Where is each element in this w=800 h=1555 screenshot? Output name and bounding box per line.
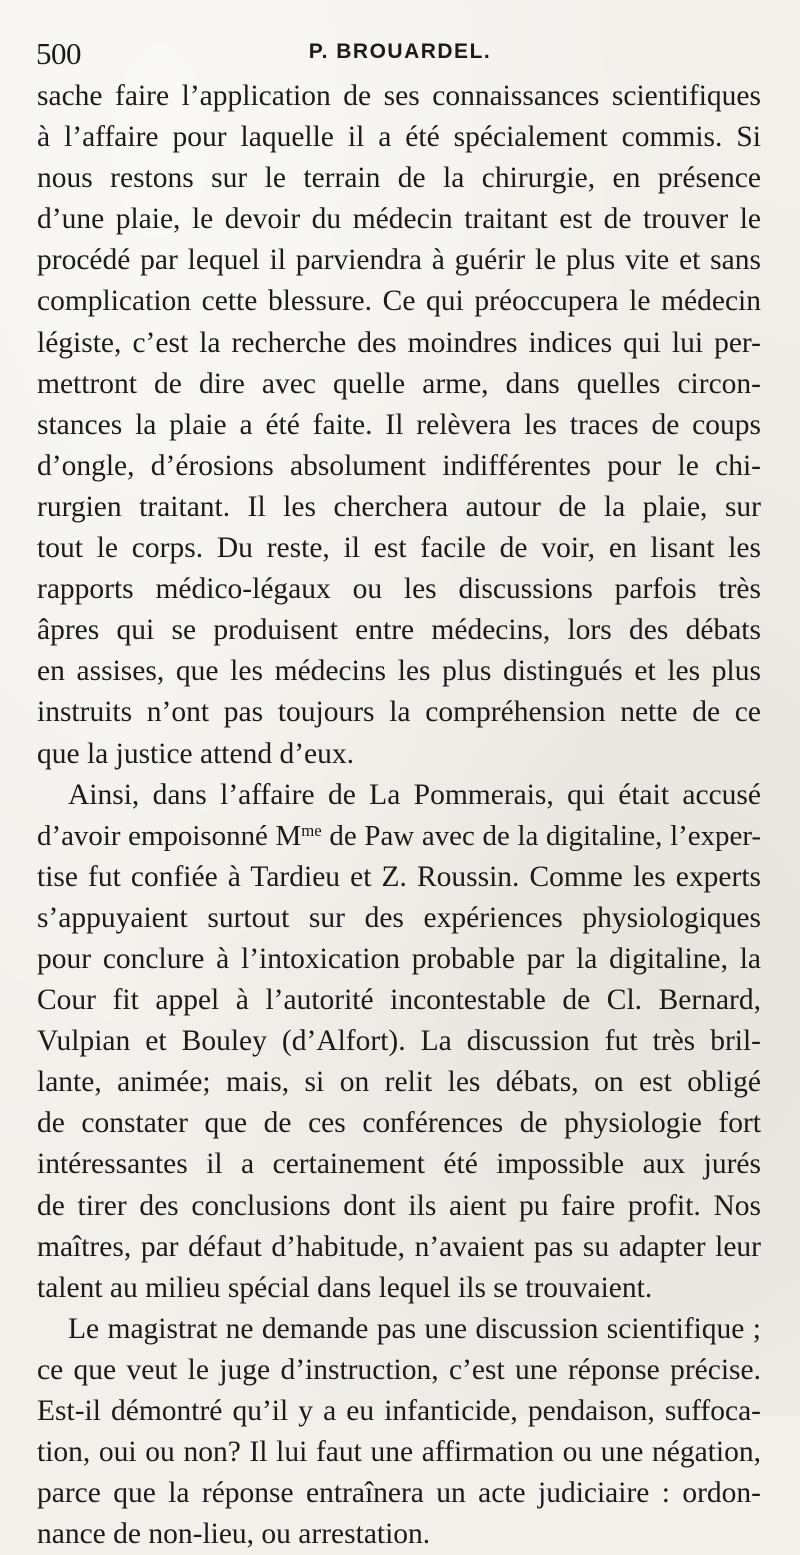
superscript-abbreviation: me [301,820,322,840]
text-line: d’ongle, d’érosions absolument indifférentes pour le chi- [37,449,761,482]
paragraph-end-line: nance de non-lieu, ou arrestation. [37,1518,431,1551]
text-line: tout le corps. Du reste, il est facile de voir, en lisant les [37,532,761,565]
text-line: rapports médico-légaux ou les discussions parfois très [37,573,761,606]
text-line: tise fut confiée à Tardieu et Z. Roussin. Comme les experts [37,860,761,893]
text-line: complication cette blessure. Ce qui préoccupera le médecin [37,285,761,318]
text-segment: d’avoir empoisonné M [37,819,302,852]
text-line: stances la plaie a été faite. Il relèvera les traces de coups [37,408,761,441]
text-line: lante, animée; mais, si on relit les débats, on est obligé [37,1066,761,1099]
text-segment: de Paw avec de la digitaline, l’exper- [321,819,761,852]
paragraph-end-line: talent au milieu spécial dans lequel ils se trouvaient. [37,1271,653,1304]
text-line: maîtres, par défaut d’habitude, n’avaient pas su adapter leur [37,1230,761,1263]
text-line: tion, oui ou non? Il lui faut une affirmation ou une négation, [37,1436,761,1469]
text-line: pour conclure à l’intoxication probable par la digitaline, la [37,942,761,975]
text-line: en assises, que les médecins les plus distingués et les plus [37,655,761,688]
page-header [36,36,764,76]
text-line-with-superscript [37,816,761,857]
text-line: de constater que de ces conférences de physiologie fort [37,1107,761,1140]
text-line: intéressantes il a certainement été impossible aux jurés [37,1148,761,1181]
text-line: d’une plaie, le devoir du médecin traitant est de trouver le [37,203,761,236]
text-line: Vulpian et Bouley (d’Alfort). La discussion fut très bril- [37,1025,761,1058]
text-line: sache faire l’application de ses connaissances scientifiques [37,80,761,112]
text-line: à l’affaire pour laquelle il a été spécialement commis. Si [37,121,761,154]
text-line: mettront de dire avec quelle arme, dans quelles circon- [37,367,761,400]
text-line: rurgien traitant. Il les cherchera autour de la plaie, sur [37,490,761,523]
text-line: légiste, c’est la recherche des moindres indices qui lui per- [37,326,761,359]
text-line: parce que la réponse entraînera un acte judiciaire : ordon- [37,1477,761,1510]
text-line: Est-il démontré qu’il y a eu infanticide, pendaison, suffoca- [37,1395,761,1427]
text-line: de tirer des conclusions dont ils aient pu faire profit. Nos [37,1189,761,1222]
text-line: ce que veut le juge d’instruction, c’est une réponse précise. [37,1353,761,1386]
text-line: s’appuyaient surtout sur des expériences physiologiques [37,901,761,934]
text-line: âpres qui se produisent entre médecins, lors des débats [37,614,761,647]
paragraph-end-line: que la justice attend d’eux. [37,737,355,770]
running-head: P. BROUARDEL. [308,40,492,63]
text-line: instruits n’ont pas toujours la compréhension nette de ce [37,696,761,729]
body-text [37,76,761,1555]
paragraph-start-line: Ainsi, dans l’affaire de La Pommerais, qui était accusé [68,778,761,811]
text-line: Cour fit appel à l’autorité incontestable de Cl. Bernard, [37,984,761,1017]
page-number: 500 [36,36,81,71]
text-line: procédé par lequel il parviendra à guérir le plus vite et sans [37,244,761,277]
text-line: nous restons sur le terrain de la chirurgie, en présence [37,162,761,195]
paragraph-start-line: Le magistrat ne demande pas une discussion scientifique ; [68,1312,761,1345]
